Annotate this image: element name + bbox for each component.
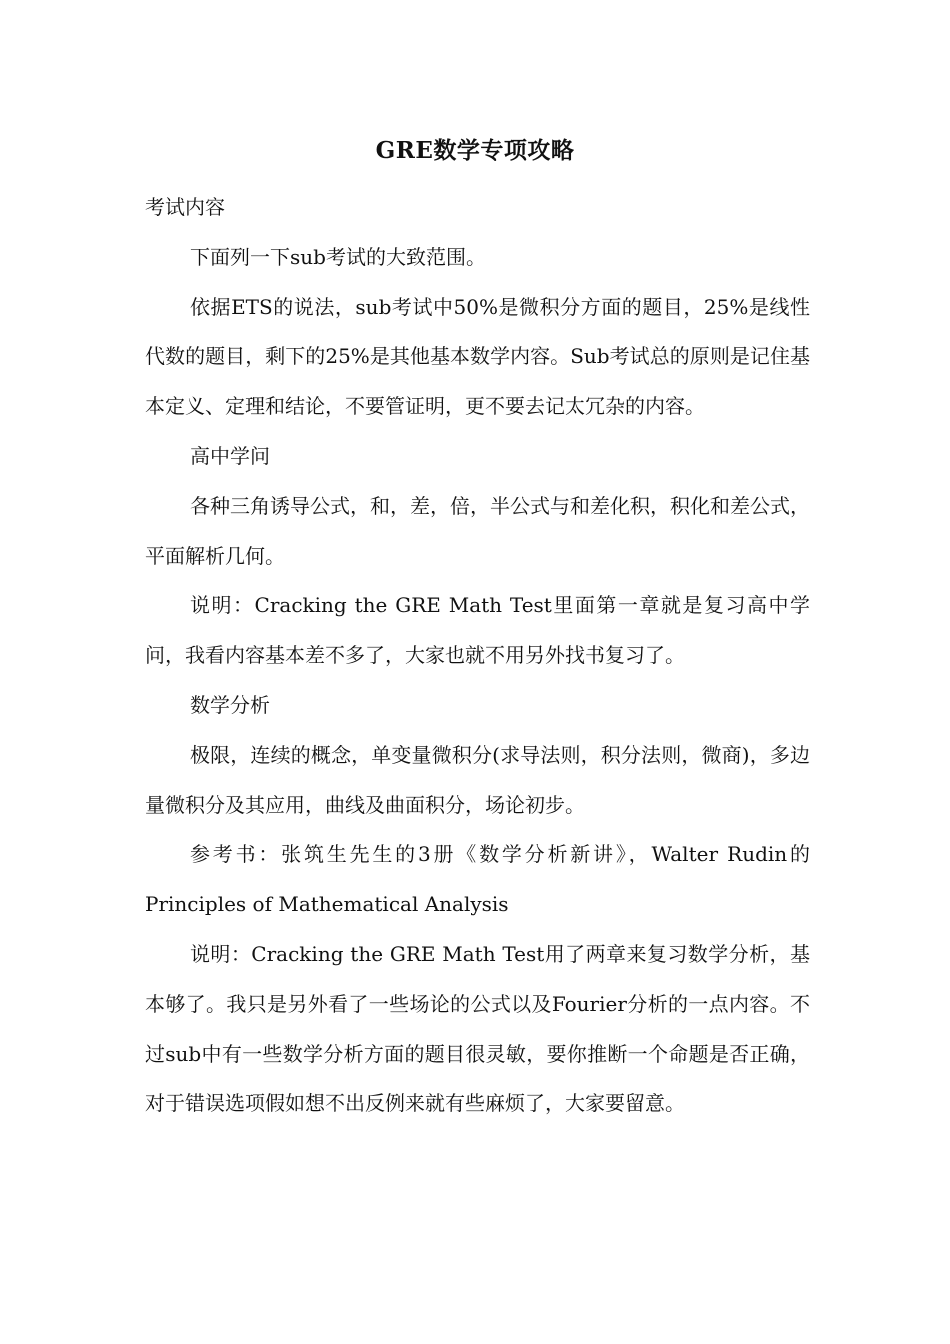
section-heading-analysis: 数学分析 xyxy=(190,692,270,717)
paragraph-intro: 下面列一下sub考试的大致范围。 xyxy=(190,244,486,269)
paragraph-analysis-topics: 极限，连续的概念，单变量微积分(求导法则，积分法则，微商)，多边量微积分及其应用，曲线及曲面积分，场论初步。 xyxy=(145,742,810,817)
paragraph-reference-books: 参考书：张筑生先生的3册《数学分析新讲》，Walter Rudin的Principles of Mathematical Analysis xyxy=(145,842,810,917)
document-body xyxy=(145,183,810,1129)
section-heading-high-school: 高中学问 xyxy=(190,443,270,468)
section-heading-exam-content: 考试内容 xyxy=(145,195,225,219)
paragraph-note-analysis: 说明：Cracking the GRE Math Test用了两章来复习数学分析，基本够了。我只是另外看了一些场论的公式以及Fourier分析的一点内容。不过sub中有一些数学分析方面的题目很灵敏，要你推断一个命题是否正确，对于错误选项假如想不出反例来就有些麻烦了，大家要留意。 xyxy=(145,941,810,1116)
paragraph-trig-formulas: 各种三角诱导公式，和，差，倍，半公式与和差化积，积化和差公式，平面解析几何。 xyxy=(145,493,810,568)
document-title: GRE数学专项攻略 xyxy=(375,137,575,164)
paragraph-ets-breakdown: 依据ETS的说法，sub考试中50%是微积分方面的题目，25%是线性代数的题目，剩下的25%是其他基本数学内容。Sub考试总的原则是记住基本定义、定理和结论，不要管证明，更不要去记太冗杂的内容。 xyxy=(145,294,810,419)
paragraph-note-high-school: 说明：Cracking the GRE Math Test里面第一章就是复习高中学问，我看内容基本差不多了，大家也就不用另外找书复习了。 xyxy=(145,593,810,668)
